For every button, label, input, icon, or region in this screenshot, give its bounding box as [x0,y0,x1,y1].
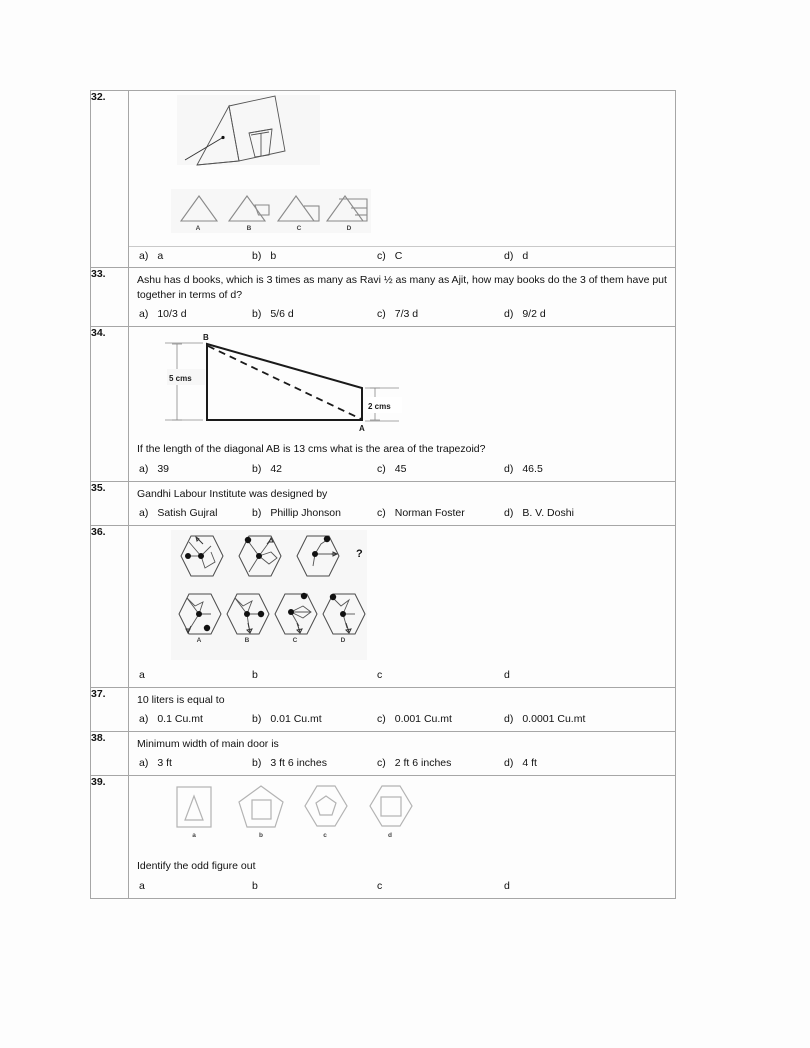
q34-option-d[interactable] [504,463,543,475]
question-body [129,327,676,481]
q32-option-d-label: D [346,225,352,232]
q32-option-row [129,246,675,267]
q38-option-c-text: 2 ft 6 inches [394,757,452,770]
q32-option-c-label: C [296,225,302,232]
q34-option-d-text: 46.5 [522,462,543,475]
q36-option-d-label: D [340,636,346,644]
q37-option-d-letter: d) [504,713,514,726]
table-row [91,268,676,327]
q39-option-a[interactable]: a [139,879,145,892]
q38-option-c-letter: c) [377,757,386,770]
q35-option-d[interactable] [504,507,574,519]
question-body [129,525,676,687]
q36-option-b-figure [221,590,273,638]
table-row [91,327,676,481]
q32-option-a-text: a [157,250,164,262]
q33-option-d-text: 9/2 d [522,308,546,321]
q37-option-b-text: 0.01 Cu.mt [270,713,322,726]
q37-option-d-text: 0.0001 Cu.mt [522,713,586,726]
question-body [129,776,676,898]
trapezoid-figure [159,331,409,435]
question-body [129,481,676,525]
q32-option-a-label: A [195,225,201,232]
q33-option-b[interactable] [252,308,294,320]
table-row [91,776,676,898]
q33-option-a-text: 10/3 d [157,308,187,321]
q35-option-a-letter: a) [139,506,149,519]
question-number: 39. [91,776,129,898]
q32-option-d-figure [325,191,377,227]
q32-option-c-text: C [394,250,403,262]
q39-option-c[interactable]: c [377,879,383,892]
q35-option-b-text: Phillip Jhonson [270,506,341,519]
q34-option-c-text: 45 [394,462,407,475]
q35-option-c-letter: c) [377,506,386,519]
table-row [91,525,676,687]
q34-prompt: If the length of the diagonal AB is 13 cms what is the area of the trapezoid? [137,443,486,456]
question-number: 34. [91,327,129,481]
q38-option-d-text: 4 ft [522,757,537,770]
q34-figure-area [129,327,675,437]
q39-option-row [129,877,675,898]
q34-option-a[interactable] [139,463,169,475]
q39-option-a-figure [171,782,219,832]
q35-prompt: Gandhi Labour Institute was designed by [137,487,328,500]
q38-option-b-letter: b) [252,757,262,770]
q36-sequence-hexagon-2 [233,532,285,580]
q37-option-a-text: 0.1 Cu.mt [157,713,203,726]
table-row [91,687,676,731]
q34-option-a-letter: a) [139,462,149,475]
q32-option-c-figure [275,191,327,227]
q36-option-a-figure [173,590,225,638]
q38-option-row [129,754,675,775]
q34-option-d-letter: d) [504,462,514,475]
q33-option-d-letter: d) [504,308,514,321]
q39-option-c-label: c [323,832,327,840]
question-table [90,90,676,899]
q32-figure-area [129,91,675,246]
q33-prompt: Ashu has d books, which is 3 times as many as Ravi ½ as many as Ajit, how may books do the 3 of them have put together in terms of d? [137,274,667,302]
q33-option-row [129,305,675,326]
q39-figure-area [129,776,675,854]
q34-option-c-letter: c) [377,462,386,475]
q39-option-b-label: b [259,832,263,840]
question-number: 36. [91,525,129,687]
q38-option-b-text: 3 ft 6 inches [270,757,327,770]
q37-option-row [129,710,675,731]
q36-option-a-label: A [196,636,202,644]
question-number: 35. [91,481,129,525]
svg-text:B: B [203,333,209,343]
q35-option-b[interactable] [252,507,341,519]
q35-option-a-text: Satish Gujral [157,506,218,519]
q32-option-a-figure [175,191,223,227]
q32-option-c-letter: c) [377,250,386,262]
q33-option-c-text: 7/3 d [394,308,419,321]
question-body [129,687,676,731]
q32-option-c[interactable] [377,250,402,262]
q36-missing-marker: ? [356,547,363,560]
q39-prompt: Identify the odd figure out [137,860,256,873]
q39-option-d-figure [366,782,416,832]
q36-option-row [129,666,675,687]
svg-text:5 cms: 5 cms [169,374,192,384]
table-row [91,481,676,525]
q38-option-a-text: 3 ft [157,757,172,770]
q35-option-d-text: B. V. Doshi [522,506,574,519]
q36-sequence-hexagon-1 [175,532,227,580]
q32-option-b[interactable] [252,250,276,262]
question-number: 37. [91,687,129,731]
q36-option-c-label: C [292,636,298,644]
q32-option-b-label: B [246,225,252,232]
q38-option-b[interactable] [252,757,327,769]
q37-option-b[interactable] [252,713,322,725]
q38-option-c[interactable] [377,757,451,769]
q33-option-b-text: 5/6 d [270,308,294,321]
q34-option-b-text: 42 [270,462,283,475]
q36-option-c[interactable]: c [377,668,383,681]
question-body [129,732,676,776]
q32-option-b-figure [225,191,277,227]
q32-option-d[interactable] [504,250,528,262]
q33-option-d[interactable] [504,308,546,320]
question-number: 33. [91,268,129,327]
q37-option-c-text: 0.001 Cu.mt [394,713,452,726]
q39-option-a-label: a [192,832,196,840]
question-body [129,91,676,268]
tent-3d-figure [177,93,327,171]
q36-option-b-label: B [244,636,250,644]
q32-option-b-letter: b) [252,250,262,262]
table-row [91,732,676,776]
q37-option-a[interactable] [139,713,203,725]
q36-figure-area [129,526,675,666]
q34-option-b-letter: b) [252,462,262,475]
q36-option-d-figure [317,590,369,638]
q38-option-a-letter: a) [139,757,149,770]
q35-option-c-text: Norman Foster [394,506,465,519]
q38-prompt: Minimum width of main door is [137,738,279,751]
q35-option-row [129,504,675,525]
q36-option-d[interactable]: d [504,668,510,681]
q39-option-b-figure [237,782,287,832]
q33-option-c[interactable] [377,308,418,320]
q33-option-b-letter: b) [252,308,262,321]
q37-option-c[interactable] [377,713,452,725]
q35-option-c[interactable] [377,507,465,519]
table-row [91,91,676,268]
question-number: 38. [91,732,129,776]
q37-option-a-letter: a) [139,713,149,726]
q32-option-a-letter: a) [139,250,149,262]
q38-option-a[interactable] [139,757,172,769]
q34-option-a-text: 39 [157,462,170,475]
q39-option-d[interactable]: d [504,879,510,892]
q34-option-row [129,460,675,481]
svg-text:A: A [359,424,365,434]
q36-sequence-hexagon-3 [291,532,343,580]
q34-option-b[interactable] [252,463,282,475]
q39-option-d-label: d [388,832,392,840]
q37-prompt: 10 liters is equal to [137,693,225,706]
q33-option-a-letter: a) [139,308,149,321]
q37-option-b-letter: b) [252,713,262,726]
q38-option-d[interactable] [504,757,537,769]
q39-option-c-figure [301,782,351,832]
q35-option-b-letter: b) [252,506,262,519]
q39-option-b[interactable]: b [252,879,258,892]
q32-option-d-text: d [522,250,529,262]
q33-option-c-letter: c) [377,308,386,321]
question-number: 32. [91,91,129,268]
q35-option-a[interactable] [139,507,217,519]
q36-option-c-figure [269,590,321,638]
svg-text:2 cms: 2 cms [368,402,391,412]
q33-option-a[interactable] [139,308,187,320]
q38-option-d-letter: d) [504,757,514,770]
q32-option-a[interactable] [139,250,163,262]
q37-option-d[interactable] [504,713,585,725]
q35-option-d-letter: d) [504,506,514,519]
q37-option-c-letter: c) [377,713,386,726]
q36-option-a[interactable]: a [139,668,145,681]
q36-option-b[interactable]: b [252,668,258,681]
question-body [129,268,676,327]
q34-option-c[interactable] [377,463,406,475]
q32-option-d-letter: d) [504,250,514,262]
q32-option-b-text: b [270,250,277,262]
